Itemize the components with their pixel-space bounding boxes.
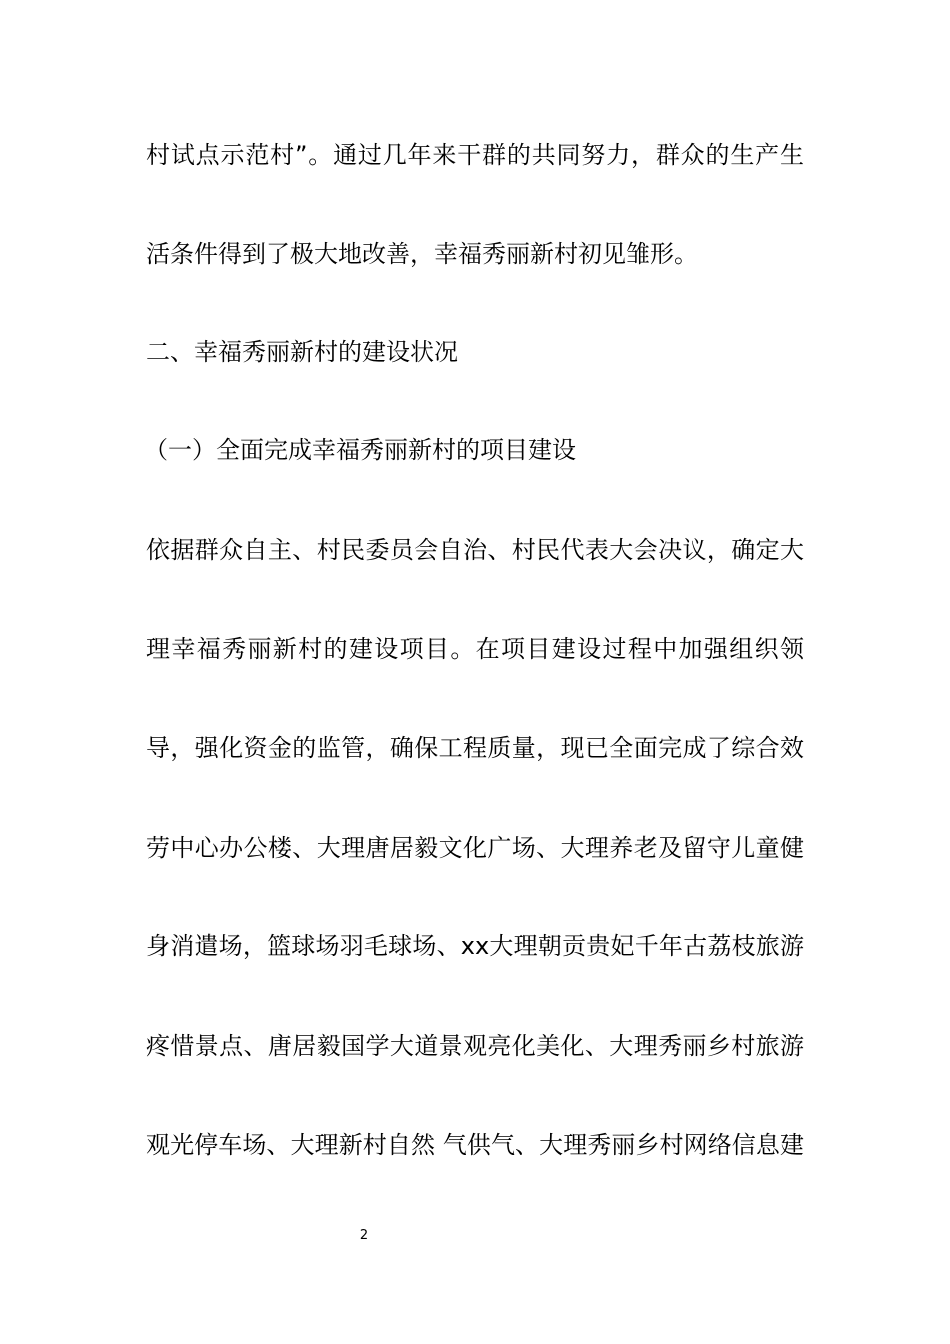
paragraph-line: 依据群众自主、村民委员会自治、村民代表大会决议，确定大 xyxy=(146,536,804,564)
section-heading: 二、幸福秀丽新村的建设状况 xyxy=(146,338,458,366)
paragraph-line: 身消遣场，篮球场羽毛球场、xx大理朝贡贵妃千年古荔枝旅游 xyxy=(146,932,804,960)
paragraph-line: 劳中心办公楼、大理唐居毅文化广场、大理养老及留守儿童健 xyxy=(146,834,804,862)
page-number: 2 xyxy=(359,1228,369,1243)
paragraph-line: 导，强化资金的监管，确保工程质量，现已全面完成了综合效 xyxy=(146,734,804,762)
paragraph-line: 理幸福秀丽新村的建设项目。在项目建设过程中加强组织领 xyxy=(146,635,804,663)
paragraph-line: 活条件得到了极大地改善，幸福秀丽新村初见雏形。 xyxy=(146,240,698,268)
subsection-heading: （一）全面完成幸福秀丽新村的项目建设 xyxy=(144,436,576,464)
paragraph-line: 疼惜景点、唐居毅国学大道景观亮化美化、大理秀丽乡村旅游 xyxy=(146,1032,804,1060)
paragraph-line: 村试点示范村”。通过几年来干群的共同努力，群众的生产生 xyxy=(146,141,804,169)
paragraph-line: 观光停车场、大理新村自然 气供气、大理秀丽乡村网络信息建 xyxy=(146,1131,804,1159)
